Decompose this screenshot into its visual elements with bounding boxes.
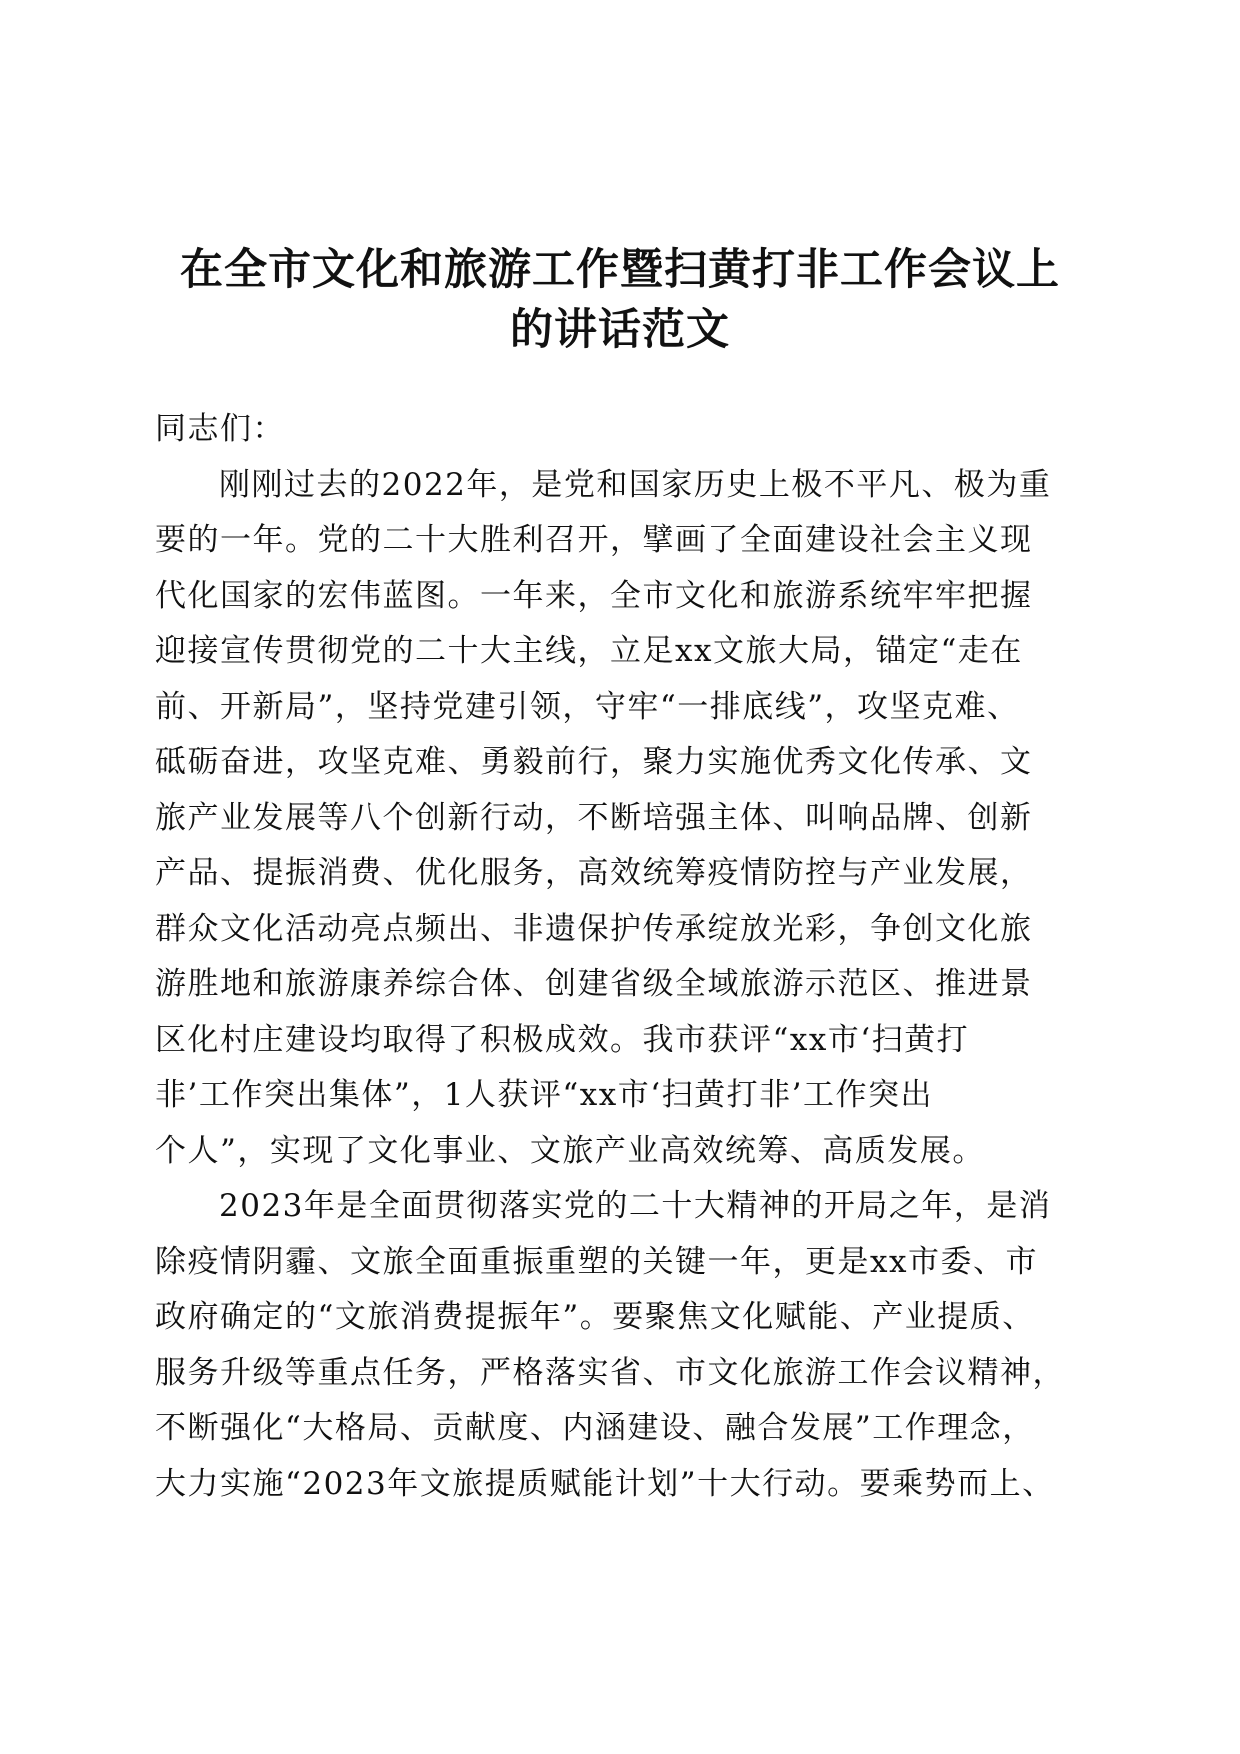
text-line: 区化村庄建设均取得了积极成效。我市获评“xx市‘扫黄打 <box>155 1021 970 1058</box>
text-line: 产品、提振消费、优化服务，高效统筹疫情防控与产业发展， <box>155 855 1033 891</box>
text-line: 要的一年。党的二十大胜利召开，擘画了全面建设社会主义现 <box>155 522 1033 558</box>
text-line: 服务升级等重点任务，严格落实省、市文化旅游工作会议精神， <box>155 1354 1065 1391</box>
paragraph <box>155 458 1085 1180</box>
paragraph <box>155 1179 1085 1512</box>
text-line: 大力实施“2023年文旅提质赋能计划”十大行动。要乘势而上、 <box>155 1465 1055 1502</box>
text-line: 不断强化“大格局、贡献度、内涵建设、融合发展”工作理念， <box>155 1410 1035 1446</box>
text-line: 砥砺奋进，攻坚克难、勇毅前行，聚力实施优秀文化传承、文 <box>155 744 1033 780</box>
text-line: 旅产业发展等八个创新行动，不断培强主体、叫响品牌、创新 <box>155 799 1033 836</box>
text-line: 个人”，实现了文化事业、文旅产业高效统筹、高质发展。 <box>155 1132 985 1169</box>
text-line: 除疫情阴霾、文旅全面重振重塑的关键一年，更是xx市委、市 <box>155 1243 1038 1280</box>
title-line: 在全市文化和旅游工作暨扫黄打非工作会议上 <box>180 245 1060 295</box>
text-line: 非’工作突出集体”，1人获评“xx市‘扫黄打非’工作突出 <box>155 1077 933 1113</box>
text-line: 2023年是全面贯彻落实党的二十大精神的开局之年，是消 <box>219 1188 1052 1224</box>
salutation: 同志们： <box>155 411 285 447</box>
text-line: 政府确定的“文旅消费提振年”。要聚焦文化赋能、产业提质、 <box>155 1299 1035 1335</box>
text-line: 游胜地和旅游康养综合体、创建省级全域旅游示范区、推进景 <box>155 966 1033 1002</box>
document-body <box>155 402 1085 1512</box>
text-line: 刚刚过去的2022年，是党和国家历史上极不平凡、极为重 <box>219 466 1052 503</box>
text-line: 代化国家的宏伟蓝图。一年来，全市文化和旅游系统牢牢把握 <box>155 577 1033 614</box>
title-line: 的讲话范文 <box>510 305 730 355</box>
text-line: 迎接宣传贯彻党的二十大主线，立足xx文旅大局，锚定“走在 <box>155 633 1023 669</box>
document-title <box>140 240 1100 360</box>
text-line: 群众文化活动亮点频出、非遗保护传承绽放光彩，争创文化旅 <box>155 910 1033 947</box>
text-line: 前、开新局”，坚持党建引领，守牢“一排底线”，攻坚克难、 <box>155 688 1020 725</box>
